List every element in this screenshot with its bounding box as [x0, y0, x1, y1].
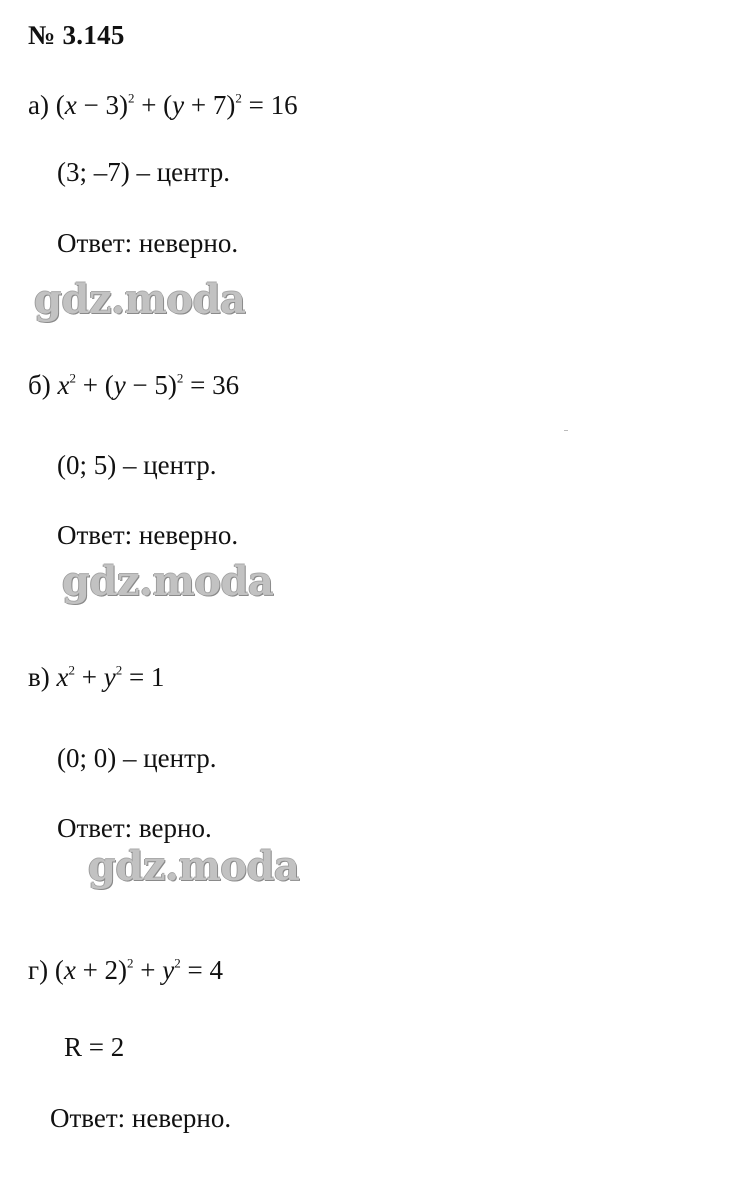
radius-g: R = 2	[64, 1032, 125, 1062]
center-b: (0; 5) – центр.	[57, 450, 217, 480]
equation-a: а) $(x - 3)^2 + (y + 7)^2 = 16$	[28, 90, 298, 120]
part-label-b: б)	[28, 370, 51, 400]
answer-b: Ответ: неверно.	[57, 520, 239, 550]
equation-v: в) $x^2 + y^2 = 1$	[28, 662, 165, 692]
center-a: (3; –7) – центр.	[57, 157, 230, 187]
part-label-a: а)	[28, 90, 49, 120]
answer-g: Ответ: неверно.	[50, 1103, 232, 1133]
part-label-v: в)	[28, 662, 50, 692]
answer-v: Ответ: верно.	[57, 813, 212, 843]
answer-a: Ответ: неверно.	[57, 228, 239, 258]
part-label-g: г)	[28, 955, 49, 985]
equation-b: б) $x^2 + (y - 5)^2 = 36$	[28, 370, 240, 400]
speck	[564, 430, 568, 431]
problem-number: № 3.145	[28, 20, 125, 50]
watermark-3: gdz.moda	[88, 843, 300, 890]
watermark-1: gdz.moda	[34, 276, 246, 323]
center-v: (0; 0) – центр.	[57, 743, 217, 773]
watermark-2: gdz.moda	[62, 558, 274, 605]
equation-g: г) $(x + 2)^2 + y^2 = 4$	[28, 955, 223, 985]
